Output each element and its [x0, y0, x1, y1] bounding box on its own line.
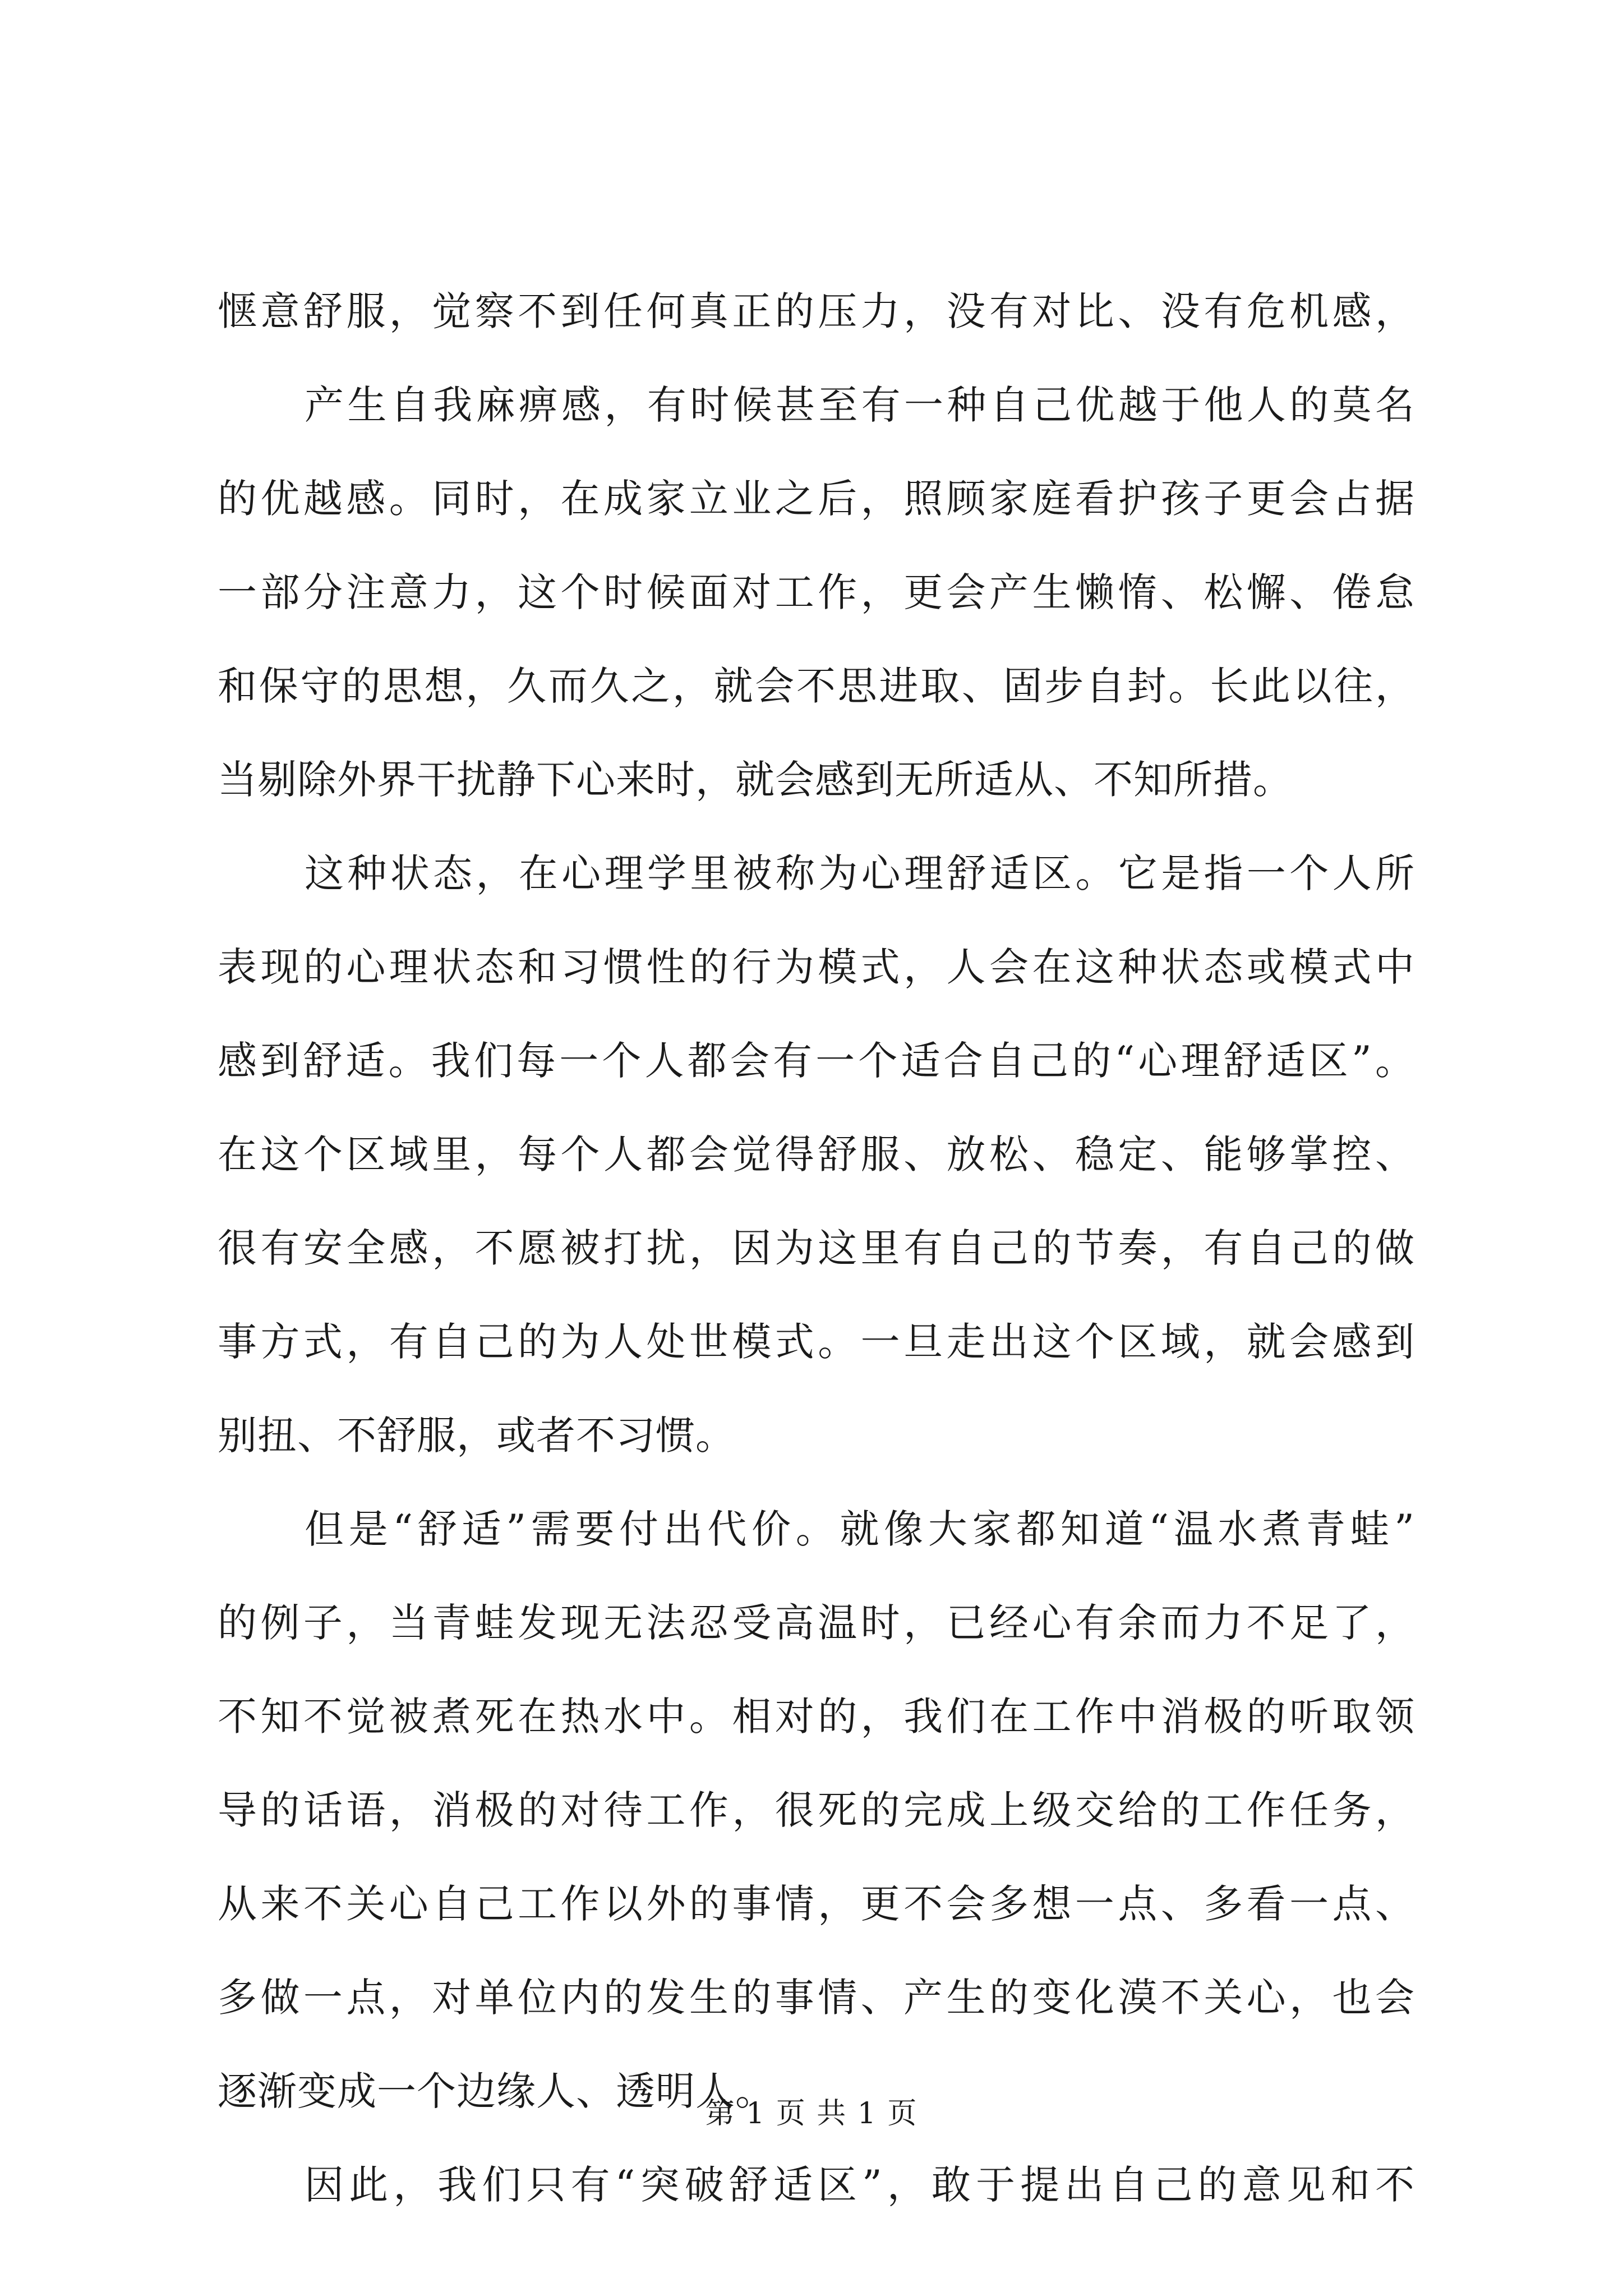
text-line: 但是“舒适”需要付出代价。就像大家都知道“温水煮青蛙”	[305, 1506, 1415, 1552]
text-line: 逐渐变成一个边缘人、透明人。	[218, 2068, 775, 2114]
text-line: 事方式，有自己的为人处世模式。一旦走出这个区域，就会感到	[218, 1319, 1415, 1365]
text-line: 的例子，当青蛙发现无法忍受高温时，已经心有余而力不足了，	[218, 1600, 1415, 1646]
body-text	[218, 265, 1415, 2232]
text-line: 从来不关心自己工作以外的事情，更不会多想一点、多看一点、	[218, 1881, 1415, 1927]
text-line: 和保守的思想，久而久之，就会不思进取、固步自封。长此以往，	[218, 663, 1415, 709]
text-line: 很有安全感，不愿被打扰，因为这里有自己的节奏，有自己的做	[218, 1225, 1415, 1271]
text-line: 多做一点，对单位内的发生的事情、产生的变化漠不关心，也会	[218, 1975, 1415, 2021]
text-line: 产生自我麻痹感，有时候甚至有一种自己优越于他人的莫名	[305, 382, 1415, 428]
text-line: 导的话语，消极的对待工作，很死的完成上级交给的工作任务，	[218, 1787, 1415, 1833]
text-line: 表现的心理状态和习惯性的行为模式，人会在这种状态或模式中	[218, 944, 1415, 990]
text-line: 当剔除外界干扰静下心来时，就会感到无所适从、不知所措。	[218, 757, 1293, 803]
text-line: 惬意舒服，觉察不到任何真正的压力，没有对比、没有危机感，	[218, 288, 1415, 334]
text-line: 别扭、不舒服，或者不习惯。	[218, 1412, 735, 1458]
text-line: 的优越感。同时，在成家立业之后，照顾家庭看护孩子更会占据	[218, 476, 1415, 522]
text-line: 一部分注意力，这个时候面对工作，更会产生懒惰、松懈、倦怠	[218, 569, 1415, 615]
text-line: 在这个区域里，每个人都会觉得舒服、放松、稳定、能够掌控、	[218, 1131, 1415, 1177]
text-line: 不知不觉被煮死在热水中。相对的，我们在工作中消极的听取领	[218, 1694, 1415, 1740]
page-footer: 第 1 页 共 1 页	[705, 2097, 918, 2131]
text-line: 感到舒适。我们每一个人都会有一个适合自己的“心理舒适区”。	[218, 1038, 1415, 1084]
text-line: 因此，我们只有“突破舒适区”，敢于提出自己的意见和不	[305, 2162, 1415, 2208]
text-line: 这种状态，在心理学里被称为心理舒适区。它是指一个人所	[305, 850, 1415, 896]
